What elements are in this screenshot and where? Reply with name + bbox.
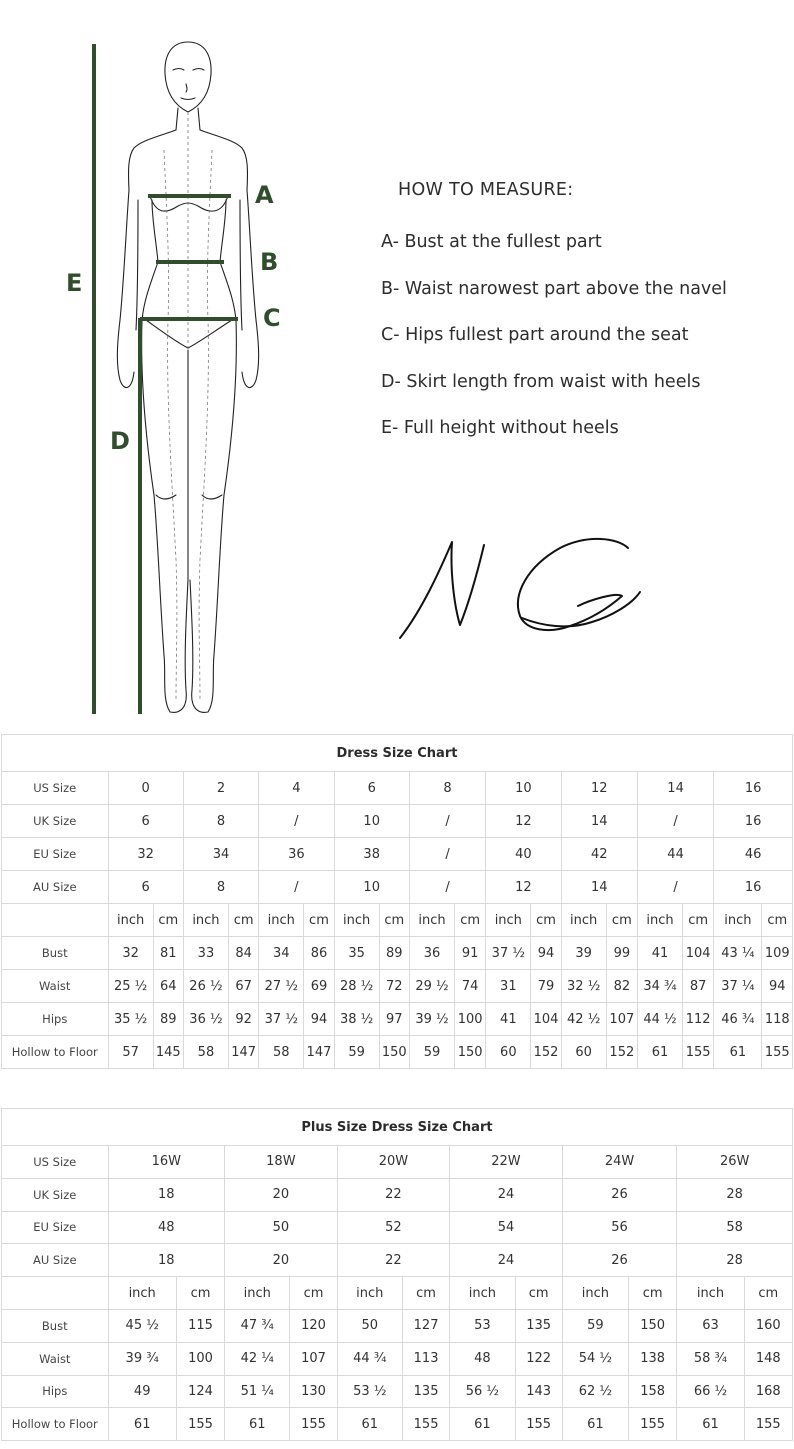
table-cell: 59 [334,1036,379,1069]
us-size-label: US Size [2,1146,109,1179]
unit-inch: inch [183,904,228,937]
table-cell: 58 [259,1036,304,1069]
table-cell: 36 [409,937,454,970]
eu-size-label: EU Size [2,1211,109,1244]
table-cell: 155 [762,1036,793,1069]
table-cell: 22W [450,1146,563,1179]
measurement-item-c: C- Hips fullest part around the seat [381,325,689,345]
table-row [2,1178,793,1211]
measure-letter-c: C [263,304,281,332]
table-row [2,1211,793,1244]
table-cell: 10 [334,805,409,838]
table-cell: 50 [225,1211,338,1244]
table-cell: 38 [334,838,409,871]
au-size-label: AU Size [2,1244,109,1277]
measurement-item-a: A- Bust at the fullest part [381,232,602,252]
unit-cm: cm [744,1277,792,1310]
table-cell: 20 [225,1244,338,1277]
table-cell: 62 ½ [562,1375,628,1408]
plus-chart-title: Plus Size Dress Size Chart [2,1109,793,1146]
table-cell: 8 [183,805,258,838]
table-cell: 20 [225,1178,338,1211]
bust-label: Bust [2,1309,109,1342]
eu-size-label: EU Size [2,838,109,871]
table-cell: 58 ¾ [677,1342,744,1375]
table-cell: 6 [108,805,183,838]
table-row [2,1375,793,1408]
table-cell: 28 [677,1244,793,1277]
table-cell: 61 [337,1408,402,1441]
table-cell: 122 [515,1342,562,1375]
table-row-units [2,1277,793,1310]
table-cell: 152 [531,1036,561,1069]
unit-inch: inch [259,904,304,937]
table-cell: 60 [561,1036,606,1069]
table-cell: 84 [229,937,259,970]
table-cell: 18 [108,1178,225,1211]
table-cell: 28 [677,1178,793,1211]
table-cell: 135 [402,1375,449,1408]
table-cell: 34 [259,937,304,970]
waist-label: Waist [2,1342,109,1375]
table-cell: 36 [259,838,334,871]
table-cell: 28 ½ [334,970,379,1003]
table-cell: 150 [455,1036,486,1069]
table-cell: 63 [677,1309,744,1342]
table-cell: 26 [562,1244,677,1277]
ng-signature-logo [392,530,652,650]
unit-cm: cm [402,1277,449,1310]
table-cell: 22 [337,1244,450,1277]
table-cell: 91 [455,937,486,970]
table-cell: 14 [561,805,637,838]
table-cell: 0 [108,772,183,805]
table-cell: 155 [176,1408,224,1441]
unit-inch: inch [637,904,682,937]
table-cell: 150 [379,1036,409,1069]
unit-cm: cm [229,904,259,937]
table-cell: 54 [450,1211,563,1244]
table-cell: 56 [562,1211,677,1244]
table-cell: 107 [606,1003,637,1036]
table-cell: 36 ½ [183,1003,228,1036]
table-cell: 86 [304,937,334,970]
table-row [2,937,793,970]
table-cell: 118 [762,1003,793,1036]
table-cell: 87 [683,970,714,1003]
measure-letter-d: D [110,427,130,455]
table-cell: 14 [561,871,637,904]
table-cell: 44 ½ [637,1003,682,1036]
table-cell: 59 [409,1036,454,1069]
table-cell: 138 [629,1342,677,1375]
measurement-list [381,230,781,463]
measurement-item-b: B- Waist narowest part above the navel [381,278,727,299]
table-cell: 99 [606,937,637,970]
table-cell: 25 ½ [108,970,153,1003]
unit-cm: cm [304,904,334,937]
table-cell: 61 [562,1408,628,1441]
table-cell: 24 [450,1244,563,1277]
hollow-to-floor-label: Hollow to Floor [2,1036,109,1069]
table-cell: / [259,871,334,904]
table-cell: 64 [153,970,183,1003]
table-cell: 48 [108,1211,225,1244]
au-size-label: AU Size [2,871,109,904]
table-row [2,871,793,904]
table-cell: 53 ½ [337,1375,402,1408]
us-size-label: US Size [2,772,109,805]
table-cell: 124 [176,1375,224,1408]
table-cell: 24 [450,1178,563,1211]
unit-inch: inch [108,904,153,937]
unit-cm: cm [683,904,714,937]
table-cell: 38 ½ [334,1003,379,1036]
table-row [2,1408,793,1441]
table-cell: 16 [714,805,793,838]
table-row [2,838,793,871]
unit-cm: cm [762,904,793,937]
table-cell: 135 [515,1309,562,1342]
table-cell: 155 [629,1408,677,1441]
table-cell: 26 [562,1178,677,1211]
table-cell: 16 [714,871,793,904]
table-cell: 42 ¼ [225,1342,290,1375]
table-cell: 42 [561,838,637,871]
table-cell: / [409,871,485,904]
table-cell: 168 [744,1375,792,1408]
table-cell: 145 [153,1036,183,1069]
unit-inch: inch [108,1277,176,1310]
measure-letter-e: E [66,269,83,297]
table-cell: 94 [531,937,561,970]
unit-cm: cm [176,1277,224,1310]
table-cell: 61 [108,1408,176,1441]
table-cell: 18W [225,1146,338,1179]
table-cell: 42 ½ [561,1003,606,1036]
table-cell: 10 [334,871,409,904]
table-cell: 61 [714,1036,762,1069]
table-row [2,772,793,805]
measurement-item-e: E- Full height without heels [381,418,619,438]
table-cell: 69 [304,970,334,1003]
unit-inch: inch [409,904,454,937]
table-cell: 92 [229,1003,259,1036]
table-cell: 32 ½ [561,970,606,1003]
table-cell: 61 [225,1408,290,1441]
table-cell: 130 [290,1375,337,1408]
table-cell: 12 [561,772,637,805]
bust-label: Bust [2,937,109,970]
table-cell: 37 ½ [486,937,531,970]
uk-size-label: UK Size [2,805,109,838]
table-cell: 44 [637,838,713,871]
table-cell: 35 ½ [108,1003,153,1036]
table-cell: 67 [229,970,259,1003]
hips-label: Hips [2,1003,109,1036]
hollow-to-floor-label: Hollow to Floor [2,1408,109,1441]
table-row [2,1244,793,1277]
table-cell: 104 [531,1003,561,1036]
table-cell: 58 [677,1211,793,1244]
table-cell: 160 [744,1309,792,1342]
table-cell: 32 [108,838,183,871]
unit-inch: inch [337,1277,402,1310]
table-cell: 39 [561,937,606,970]
table-cell: 155 [683,1036,714,1069]
waist-label: Waist [2,970,109,1003]
table-row-units [2,904,793,937]
empty-cell [2,904,109,937]
table-cell: / [409,838,485,871]
table-cell: 72 [379,970,409,1003]
table-cell: 14 [637,772,713,805]
dress-chart-title: Dress Size Chart [2,735,793,772]
table-row [2,1146,793,1179]
table-cell: 2 [183,772,258,805]
how-to-measure-heading: HOW TO MEASURE: [398,180,574,200]
table-cell: 8 [183,871,258,904]
unit-cm: cm [629,1277,677,1310]
table-cell: 6 [334,772,409,805]
unit-cm: cm [153,904,183,937]
table-cell: 29 ½ [409,970,454,1003]
unit-inch: inch [562,1277,628,1310]
measure-letter-b: B [260,248,279,276]
unit-inch: inch [450,1277,515,1310]
table-cell: 46 [714,838,793,871]
table-cell: / [637,805,713,838]
table-cell: 37 ¼ [714,970,762,1003]
measurement-item-d: D- Skirt length from waist with heels [381,371,701,392]
unit-cm: cm [379,904,409,937]
uk-size-label: UK Size [2,1178,109,1211]
table-cell: 155 [402,1408,449,1441]
table-cell: 50 [337,1309,402,1342]
table-cell: 155 [744,1408,792,1441]
unit-inch: inch [714,904,762,937]
unit-cm: cm [606,904,637,937]
table-cell: 44 ¾ [337,1342,402,1375]
table-cell: 66 ½ [677,1375,744,1408]
table-cell: 107 [290,1342,337,1375]
unit-inch: inch [677,1277,744,1310]
table-cell: 32 [108,937,153,970]
table-cell: 104 [683,937,714,970]
table-cell: / [409,805,485,838]
table-cell: 115 [176,1309,224,1342]
table-cell: 51 ¼ [225,1375,290,1408]
table-cell: / [637,871,713,904]
table-cell: 143 [515,1375,562,1408]
table-cell: 18 [108,1244,225,1277]
unit-inch: inch [225,1277,290,1310]
table-cell: 41 [637,937,682,970]
table-cell: 12 [486,805,561,838]
unit-inch: inch [486,904,531,937]
table-cell: 27 ½ [259,970,304,1003]
table-cell: 97 [379,1003,409,1036]
table-cell: 57 [108,1036,153,1069]
unit-cm: cm [290,1277,337,1310]
unit-cm: cm [531,904,561,937]
table-cell: 61 [450,1408,515,1441]
table-cell: 6 [108,871,183,904]
table-cell: 120 [290,1309,337,1342]
table-cell: 37 ½ [259,1003,304,1036]
table-cell: 100 [455,1003,486,1036]
dress-size-chart-table [1,734,793,1069]
table-cell: 43 ¼ [714,937,762,970]
unit-inch: inch [334,904,379,937]
table-cell: 53 [450,1309,515,1342]
table-cell: 52 [337,1211,450,1244]
table-cell: 54 ½ [562,1342,628,1375]
table-cell: 22 [337,1178,450,1211]
table-cell: / [259,805,334,838]
table-cell: 158 [629,1375,677,1408]
table-cell: 81 [153,937,183,970]
table-cell: 147 [304,1036,334,1069]
measurement-figure-illustration [0,0,380,725]
table-cell: 16 [714,772,793,805]
table-cell: 112 [683,1003,714,1036]
table-cell: 155 [515,1408,562,1441]
table-cell: 89 [379,937,409,970]
table-cell: 39 ¾ [108,1342,176,1375]
table-cell: 74 [455,970,486,1003]
unit-inch: inch [561,904,606,937]
table-cell: 155 [290,1408,337,1441]
table-cell: 33 [183,937,228,970]
table-cell: 26W [677,1146,793,1179]
table-cell: 59 [562,1309,628,1342]
table-cell: 94 [762,970,793,1003]
table-cell: 148 [744,1342,792,1375]
table-cell: 31 [486,970,531,1003]
table-cell: 35 [334,937,379,970]
table-cell: 61 [637,1036,682,1069]
table-cell: 8 [409,772,485,805]
table-cell: 4 [259,772,334,805]
measure-letter-a: A [255,181,274,209]
table-cell: 39 ½ [409,1003,454,1036]
table-cell: 34 ¾ [637,970,682,1003]
table-cell: 89 [153,1003,183,1036]
table-cell: 147 [229,1036,259,1069]
table-cell: 47 ¾ [225,1309,290,1342]
table-cell: 45 ½ [108,1309,176,1342]
table-cell: 48 [450,1342,515,1375]
hips-label: Hips [2,1375,109,1408]
table-cell: 82 [606,970,637,1003]
table-cell: 26 ½ [183,970,228,1003]
how-to-measure-section [381,180,781,463]
table-row [2,1342,793,1375]
table-cell: 127 [402,1309,449,1342]
table-cell: 20W [337,1146,450,1179]
table-cell: 100 [176,1342,224,1375]
table-cell: 152 [606,1036,637,1069]
table-row [2,1309,793,1342]
table-cell: 41 [486,1003,531,1036]
table-cell: 113 [402,1342,449,1375]
table-cell: 49 [108,1375,176,1408]
table-row [2,805,793,838]
table-cell: 34 [183,838,258,871]
table-cell: 109 [762,937,793,970]
unit-cm: cm [515,1277,562,1310]
table-cell: 58 [183,1036,228,1069]
table-cell: 94 [304,1003,334,1036]
unit-cm: cm [455,904,486,937]
table-cell: 61 [677,1408,744,1441]
table-cell: 10 [486,772,561,805]
table-cell: 24W [562,1146,677,1179]
plus-size-chart-table [1,1108,793,1441]
table-row [2,1003,793,1036]
empty-cell [2,1277,109,1310]
table-cell: 79 [531,970,561,1003]
table-row [2,970,793,1003]
table-cell: 60 [486,1036,531,1069]
table-cell: 150 [629,1309,677,1342]
table-row [2,1036,793,1069]
table-cell: 56 ½ [450,1375,515,1408]
table-cell: 40 [486,838,561,871]
table-cell: 12 [486,871,561,904]
table-cell: 46 ¾ [714,1003,762,1036]
table-cell: 16W [108,1146,225,1179]
